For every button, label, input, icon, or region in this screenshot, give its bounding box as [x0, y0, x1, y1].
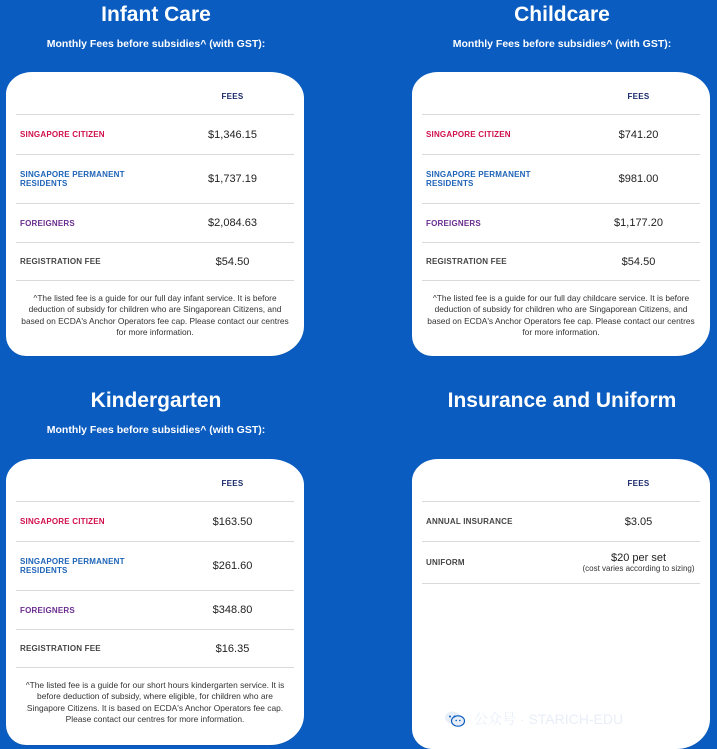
insurance-uniform-panel: [412, 386, 712, 573]
fee-footnote: ^The listed fee is a guide for our full day childcare service. It is before deduction of subsidy for children who are Singaporean Citizens, and based on ECDA's Anchor Operators fee cap. Please contact our centres for more information.: [427, 293, 695, 337]
row-value: $1,737.19: [171, 155, 294, 204]
fees-table: [422, 78, 700, 281]
panel-title: Insurance and Uniform: [447, 389, 677, 412]
fee-footnote: ^The listed fee is a guide for our full day infant service. It is before deduction of subsidy for children who are Singaporean Citizens, and based on ECDA's Anchor Operators fee cap. Please contact our centres for more information.: [21, 293, 289, 337]
table-header-row: [16, 465, 294, 502]
wechat-watermark: [444, 707, 623, 731]
row-value: $54.50: [171, 243, 294, 281]
row-label: FOREIGNERS: [422, 204, 577, 243]
uniform-price: $20 per set: [610, 552, 667, 564]
fees-table: [16, 78, 294, 281]
fees-card: [6, 72, 304, 356]
row-value: $348.80: [171, 591, 294, 630]
table-row: [16, 155, 294, 204]
table-row: [16, 502, 294, 542]
panel-subtitle: Monthly Fees before subsidies^ (with GST):: [46, 38, 266, 50]
fees-card: [412, 459, 710, 749]
fee-footnote: ^The listed fee is a guide for our short hours kindergarten service. It is before deduction of subsidy, where eligible, for children who are Singapore Citizens. It is based on ECDA's Anchor Operators fee cap. Please contact our centres for more information.: [25, 680, 285, 724]
table-row: [422, 204, 700, 243]
row-value: $981.00: [577, 155, 700, 204]
table-header-row: [16, 78, 294, 115]
childcare-panel: [412, 0, 712, 337]
row-label: SINGAPORE PERMANENT RESIDENTS: [422, 155, 577, 204]
table-row: [16, 542, 294, 591]
row-value: $261.60: [171, 542, 294, 591]
row-value: $54.50: [577, 243, 700, 281]
row-label: REGISTRATION FEE: [16, 630, 171, 668]
row-label: SINGAPORE CITIZEN: [422, 115, 577, 155]
table-row: [16, 591, 294, 630]
wechat-icon: [444, 710, 466, 728]
fees-header: FEES: [627, 91, 650, 101]
uniform-price-note: (cost varies according to sizing): [582, 564, 695, 573]
table-header-row: [422, 78, 700, 115]
row-value: $3.05: [577, 502, 700, 542]
table-row: [422, 502, 700, 542]
table-row: [422, 243, 700, 281]
kindergarten-panel: [6, 386, 306, 724]
row-label: ANNUAL INSURANCE: [422, 502, 577, 542]
fees-header: FEES: [627, 478, 650, 488]
row-value: $163.50: [171, 502, 294, 542]
panel-title: Kindergarten: [90, 389, 222, 412]
panel-subtitle: Monthly Fees before subsidies^ (with GST):: [452, 38, 672, 50]
panel-subtitle: Monthly Fees before subsidies^ (with GST):: [46, 424, 266, 436]
table-row: [16, 243, 294, 281]
table-row: [422, 155, 700, 204]
row-value: $741.20: [577, 115, 700, 155]
infant-care-panel: [6, 0, 306, 337]
table-row: [422, 542, 700, 584]
row-label: FOREIGNERS: [16, 591, 171, 630]
row-label: REGISTRATION FEE: [16, 243, 171, 281]
row-value: $16.35: [171, 630, 294, 668]
row-value: $1,346.15: [171, 115, 294, 155]
fees-header: FEES: [221, 91, 244, 101]
panel-title: Childcare: [514, 3, 610, 26]
row-value: [577, 542, 700, 584]
row-value: $2,084.63: [171, 204, 294, 243]
table-row: [16, 630, 294, 668]
row-label: UNIFORM: [422, 542, 577, 584]
table-header-row: [422, 465, 700, 502]
table-row: [16, 115, 294, 155]
fees-table: [16, 465, 294, 668]
row-label: SINGAPORE CITIZEN: [16, 115, 171, 155]
row-value: $1,177.20: [577, 204, 700, 243]
row-label: SINGAPORE PERMANENT RESIDENTS: [16, 542, 171, 591]
fees-card: [412, 72, 710, 356]
fees-table: [422, 465, 700, 584]
table-row: [422, 115, 700, 155]
table-row: [16, 204, 294, 243]
row-label: FOREIGNERS: [16, 204, 171, 243]
row-label: SINGAPORE CITIZEN: [16, 502, 171, 542]
row-label: SINGAPORE PERMANENT RESIDENTS: [16, 155, 171, 204]
fees-card: [6, 459, 304, 745]
panel-title: Infant Care: [101, 3, 211, 26]
row-label: REGISTRATION FEE: [422, 243, 577, 281]
watermark-text: 公众号 · STARICH-EDU: [474, 711, 624, 727]
fees-header: FEES: [221, 478, 244, 488]
